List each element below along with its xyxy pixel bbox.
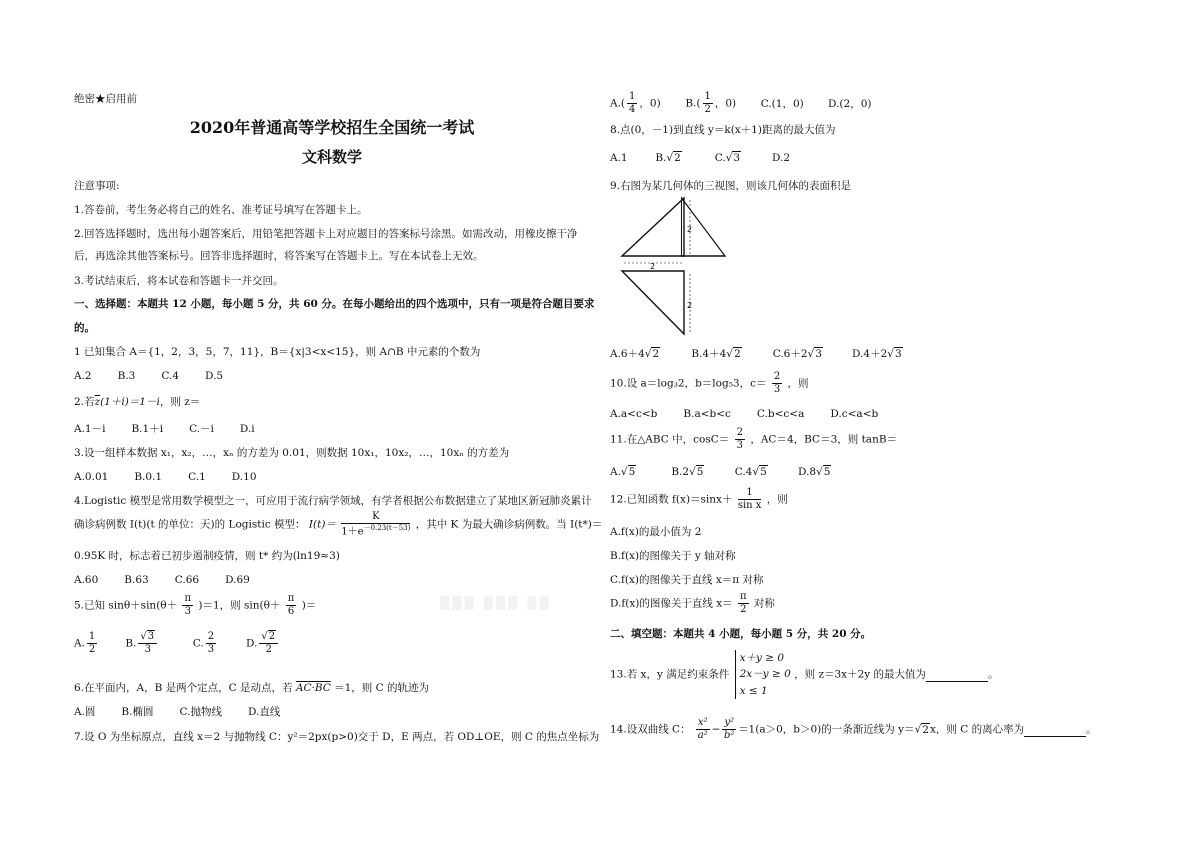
q14-text: 14.设双曲线 C： $\frac{\text{x²}}{\text{a²}}$ − $\frac{\text{y²}}{\text{b²}}$ ＝1(a＞0，b＞0)的一条渐近线为 y＝√2x，则 C 的离心率为 。 [610, 717, 1097, 741]
radicand: 3 [894, 348, 902, 360]
q2-suffix: ，则 z＝ [159, 396, 201, 408]
option: D.10 [231, 471, 257, 483]
q14-frac-y [722, 718, 736, 741]
q6-text [74, 682, 429, 695]
frac-den: 3 [144, 644, 151, 655]
q12-frac-pi2 [738, 592, 749, 615]
q4-line2 [74, 512, 602, 537]
q6-part: ＝1，则 C 的轨迹为 [334, 682, 430, 694]
frac-den: 6 [287, 606, 295, 617]
q14-frac-x [696, 718, 710, 741]
section1-heading-cont: 的。 [74, 322, 95, 334]
q5-part: )＝1，则 sin(θ＋ [198, 599, 281, 612]
secret-label: 绝密★启用前 [74, 93, 137, 105]
q5-frac [87, 632, 97, 655]
radicand: 5 [760, 466, 767, 478]
q5-frac [138, 632, 157, 655]
q11-part: 11.在△ABC 中，cosC＝ [610, 433, 730, 446]
q9-option-c: C.6＋2√3 [772, 348, 822, 360]
q5-option-c [193, 632, 243, 655]
q12-option-c: C.f(x)的图像关于直线 x＝π 对称 [610, 574, 764, 586]
notice-item: 2.回答选择题时，选出每小题答案后，用铅笔把答题卡上对应题目的答案标号涂黑。如需改动，用橡皮擦干净 [74, 228, 578, 240]
option-tail: ，0) [639, 97, 661, 110]
q4-options [74, 574, 276, 587]
q2-zbar: $\overline{z}$ [94, 396, 101, 408]
option-label: D.8 [798, 466, 817, 478]
q5-options [74, 632, 296, 655]
option-label: A.6＋4 [610, 348, 645, 360]
option: A.60 [74, 574, 99, 586]
q4-line2-a: 确诊病例数 I(t)(t 的单位：天)的 Logistic 模型： [74, 518, 306, 531]
height-dimension-label: 2 [687, 225, 693, 234]
option: C.抛物线 [179, 706, 222, 718]
q9-option-d: D.4＋2√3 [852, 348, 902, 360]
q4-formula-exp: －0.23(t－53) [363, 524, 411, 532]
option: A.a<c<b [610, 408, 658, 420]
frac-den: 4 [629, 104, 636, 115]
frac-den: sin x [737, 500, 762, 511]
frac-num: √3 [138, 632, 157, 644]
q8-options [610, 152, 790, 165]
radicand: 5 [696, 466, 704, 478]
option-label: B. [125, 637, 137, 650]
option: A.1－i [74, 423, 106, 435]
option-label: A.( [610, 97, 626, 110]
frac-den: 2 [88, 644, 96, 655]
option-label: B. [655, 152, 667, 164]
option-label: A. [610, 466, 621, 478]
option: A.0.01 [74, 471, 109, 483]
section1-heading: 一、选择题：本题共 12 小题，每小题 5 分，共 60 分。在每小题给出的四个选项中，只有一项是符合题目要求 [74, 298, 595, 310]
q9-option-a: A.6＋4√2 [610, 348, 660, 360]
q5-frac [206, 632, 216, 655]
q7-text: 7.设 O 为坐标原点，直线 x＝2 与抛物线 C：y²＝2px(p>0)交于 D，E 两点，若 OD⊥OE，则 C 的焦点坐标为 [74, 731, 600, 743]
q4-line2-b: ，其中 K 为最大确诊病例数。当 I(t*)＝ [415, 518, 603, 531]
option: D.5 [205, 370, 224, 382]
q1-options [74, 370, 249, 383]
frac-den: 3 [184, 606, 191, 617]
option-label: C. [192, 637, 204, 650]
constraint: x＋y ≥ 0 [739, 652, 785, 664]
option: C.－i [189, 423, 214, 435]
q14-part: ＝1(a＞0，b＞0)的一条渐近线为 y＝ [738, 723, 915, 736]
option: D.69 [225, 574, 250, 586]
option-label: C. [714, 152, 726, 164]
q12-option-b: B.f(x)的图像关于 y 轴对称 [610, 550, 736, 562]
q7-frac [703, 92, 713, 115]
q4-formula-den [341, 524, 410, 537]
q4-formula-den-base: 1＋e [341, 526, 364, 538]
notice-heading: 注意事项: [74, 180, 120, 192]
depth-dimension-label: 2 [687, 301, 693, 310]
option-tail: ，0) [714, 97, 737, 110]
option: A.1 [610, 152, 628, 164]
frac-num: 2 [773, 371, 781, 382]
frac-num: 1 [738, 488, 762, 500]
q13-part: 13.若 x，y 满足约束条件 [610, 668, 730, 681]
option: D.c<a<b [830, 408, 879, 420]
q4-line3: 0.95K 时，标志着已初步遏制疫情，则 t* 约为(ln19≈3) [74, 550, 340, 562]
q12-text [610, 488, 788, 511]
q5-option-b [125, 632, 189, 655]
q8-option-b: B.√2 [655, 152, 681, 164]
q7-option-b [685, 92, 757, 115]
q2-expr: (1＋i)＝1－i [100, 396, 160, 408]
frac-den: 3 [207, 644, 215, 655]
q11-text [610, 428, 897, 451]
option: B.63 [124, 574, 149, 586]
option: B.a<b<c [683, 408, 731, 420]
frac-den: b² [724, 730, 735, 741]
q3-text: 3.设一组样本数据 x₁，x₂，…，xₙ 的方差为 0.01，则数据 10x₁，10x₂，…，10xₙ 的方差为 [74, 447, 510, 459]
option: B.1＋i [131, 423, 164, 435]
q5-text [74, 594, 316, 617]
q10-part: 10.设 a＝log₃2，b＝log₅3，c＝ [610, 377, 767, 390]
option-label: D. [246, 637, 258, 650]
q7-option-a [610, 92, 682, 115]
q12-option-d-part: D.f(x)的图像关于直线 x＝ [610, 597, 733, 610]
frac-den: 2 [265, 644, 272, 655]
top-view-triangle [622, 271, 684, 334]
q9-option-b: B.4＋4√2 [691, 348, 741, 360]
q11-option-c: C.4√5 [734, 466, 767, 478]
q5-option-a [74, 632, 122, 655]
watermark: ▓▓▓ ▓▓▓ ▓▓ [440, 596, 552, 610]
option-label: C.4 [734, 466, 753, 478]
frac-num: 2 [736, 427, 743, 438]
q11-option-b: B.2√5 [671, 466, 704, 478]
q14-end: 。 [1086, 723, 1097, 736]
frac-den: a² [697, 730, 708, 741]
option: B.0.1 [134, 471, 163, 483]
frac-num: 2 [207, 631, 215, 642]
q2-prefix: 2.若 [74, 396, 95, 408]
radicand: 5 [628, 466, 636, 478]
radicand: 3 [147, 631, 155, 642]
option: C.1 [188, 471, 206, 483]
q12-part: 12.已知函数 f(x)＝sinx＋ [610, 493, 733, 506]
frac-num: x² [697, 717, 708, 728]
frac-num: √2 [259, 632, 278, 644]
frac-num: 1 [629, 91, 636, 102]
q11-option-a: A.√5 [610, 466, 636, 478]
frac-num: π [287, 593, 295, 604]
option: D.i [239, 423, 255, 435]
option: B.椭圆 [121, 706, 154, 718]
frac-den: 2 [740, 604, 747, 615]
q4-formula-num: K [341, 512, 410, 524]
option: C.66 [174, 574, 200, 586]
option: D.直线 [247, 706, 281, 718]
option: D.2 [772, 152, 791, 164]
option-label: B.( [685, 97, 701, 110]
radicand: 2 [922, 723, 929, 736]
front-view-triangle [622, 198, 684, 256]
radicand: 2 [652, 348, 660, 360]
q11-part: ，AC＝4，BC＝3，则 tanB＝ [750, 433, 898, 446]
frac-num: 1 [704, 91, 711, 102]
q4-formula [341, 512, 410, 537]
frac-num: 1 [88, 631, 96, 642]
option: C.b<c<a [756, 408, 805, 420]
radicand: 2 [733, 348, 741, 360]
q5-part: )＝ [301, 599, 317, 612]
option-label: D.4＋2 [852, 348, 888, 360]
exam-subtitle: 文科数学 [301, 148, 362, 166]
frac-den: 3 [773, 384, 781, 395]
q9-text: 9.右图为某几何体的三视图，则该几何体的表面积是 [610, 180, 852, 192]
section2-heading: 二、填空题：本题共 4 小题，每小题 5 分，共 20 分。 [610, 628, 872, 640]
notice-item: 后，再选涂其他答案标号。回答非选择题时，将答案写在答题卡上。写在本试卷上无效。 [74, 250, 484, 262]
q13-end: 。 [988, 668, 999, 681]
q13-constraints [735, 650, 791, 699]
q3-options [74, 471, 283, 484]
q12-option-d-part: 对称 [753, 597, 775, 610]
option: B.3 [117, 370, 136, 382]
q14-part: 14.设双曲线 C： [610, 723, 691, 736]
width-dimension-label: 2 [650, 262, 656, 271]
frac-num: π [184, 593, 192, 604]
exam-title: 2020年普通高等学校招生全国统一考试 [189, 118, 475, 137]
q13-part: ，则 z＝3x＋2y 的最大值为 [794, 668, 927, 681]
option-label: B.2 [671, 466, 690, 478]
q5-option-d [246, 632, 296, 655]
radicand: 3 [815, 348, 822, 360]
option: C.4 [161, 370, 180, 382]
q7-option-c: C.(1，0) [760, 97, 804, 110]
option-label: A. [74, 637, 85, 650]
q2-options [74, 423, 281, 436]
option: A.圆 [74, 706, 96, 718]
q6-part: 6.在平面内，A，B 是两个定点，C 是动点，若 [74, 682, 293, 694]
option-label: B.4＋4 [691, 348, 727, 360]
three-view-diagram [620, 196, 730, 340]
q11-frac [735, 428, 745, 451]
option-label: C.6＋2 [772, 348, 808, 360]
radicand: 5 [823, 466, 831, 478]
q5-frac-pi3 [182, 594, 193, 617]
answer-blank[interactable] [1024, 724, 1086, 738]
notice-item: 3.考试结束后，将本试卷和答题卡一并交回。 [74, 275, 284, 287]
frac-den: 3 [736, 440, 743, 451]
q11-option-d: D.8√5 [798, 466, 831, 478]
notice-item: 1.答卷前，考生务必将自己的姓名、准考证号填写在答题卡上。 [74, 204, 368, 216]
q7-option-d: D.(2，0) [828, 97, 872, 110]
q2-text [74, 396, 200, 409]
frac-den: 2 [704, 104, 711, 115]
q10-options [610, 408, 904, 421]
q4-formula-lhs: I(t)＝ [308, 518, 336, 531]
q14-part: x，则 C 的离心率为 [929, 723, 1025, 736]
q10-frac [772, 372, 782, 395]
q5-part: 5.已知 sinθ＋sin(θ＋ [74, 599, 178, 612]
q13-text [610, 650, 999, 699]
q5-frac [259, 632, 278, 655]
q10-part: ，则 [787, 377, 809, 390]
q6-vector: AC·BC [295, 682, 331, 694]
q4-line1: 4.Logistic 模型是常用数学模型之一，可应用于流行病学领域，有学者根据公布数据建立了某地区新冠肺炎累计 [74, 495, 592, 507]
radicand: 3 [733, 152, 741, 164]
q8-option-c: C.√3 [714, 152, 741, 164]
q11-options [610, 466, 831, 479]
constraint: 2x－y ≥ 0 [739, 668, 791, 681]
frac-num: y² [724, 717, 735, 728]
answer-blank[interactable] [926, 668, 988, 682]
q12-option-a: A.f(x)的最小值为 2 [610, 526, 702, 538]
q12-option-d [610, 592, 775, 615]
q7-options [610, 92, 892, 115]
q7-frac [627, 92, 637, 115]
q6-options [74, 706, 306, 719]
radicand: 2 [268, 631, 276, 642]
q10-text [610, 372, 809, 395]
q1-text: 1 已知集合 A＝{1，2，3，5，7，11}，B＝{x|3<x<15}，则 A∩B 中元素的个数为 [74, 346, 481, 358]
q8-text: 8.点(0，－1)到直线 y＝k(x＋1)距离的最大值为 [610, 124, 836, 136]
constraint: x ≤ 1 [739, 684, 768, 697]
radicand: 2 [674, 152, 681, 164]
q12-part: ，则 [766, 493, 788, 506]
q12-frac [738, 488, 762, 511]
q5-frac-pi6 [286, 594, 297, 617]
q9-options [610, 348, 903, 361]
option: A.2 [74, 370, 92, 382]
frac-num: π [740, 591, 747, 602]
